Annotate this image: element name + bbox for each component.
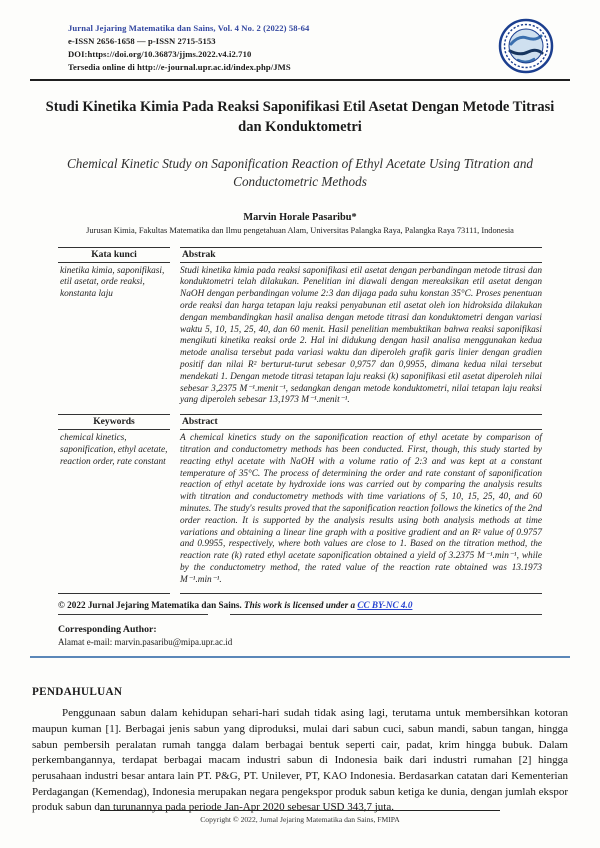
online-availability-line: Tersedia online di http://e-journal.upr.ac.id/index.php/JMS [68,61,291,72]
abstract-header: Abstract [180,414,542,430]
kata-kunci-header: Kata kunci [58,247,170,263]
license-statement: This work is licensed under a [244,600,358,611]
abstrak-header: Abstrak [180,247,542,263]
footer-copyright: Copyright © 2022, Jurnal Jejaring Matematika dan Sains, FMIPA [200,815,400,824]
header-divider [30,79,570,81]
issn-line: e-ISSN 2656-1658 — p-ISSN 2715-5153 [68,35,216,46]
introduction-section [30,686,570,815]
corresponding-author-email: Alamat e-mail: marvin.pasaribu@mipa.upr.ac.id [58,637,233,648]
divider-segment-left [58,614,208,615]
abstract-text: A chemical kinetics study on the saponification reaction of ethyl acetate by comparison of titration and conductometry methods has been conducted. First, though, this study started by reacting ethyl acetate with NaOH with a volume ratio of 2:3 and was kept at a constant temperature of 35°C. The process of determining the order and rate constant of saponification reaction of ethyl acetate by hydroxide ions was carried out by comparing the analysis results with titration and conductometry methods with time variations of 5, 10, 15, 25, 40, and 60 minutes. The study's results proved that the saponification reaction follows the kinetics of the 2nd order reaction. It is supported by the analysis results using both analysis methods at time variations and obtaining a linear line graph with a positive gradient and an R² value of 0.9757 and 0.9955, respectively, where both values are close to 1. Based on the titration method, the reaction rate (k) rated ethyl acetate saponification obtained a yield of 3.2375 M⁻¹.min⁻¹, while by the conductometry method, the rated value of the reaction rate obtained was 13.1973 M⁻¹.min⁻¹. [180,433,542,585]
article-title-indonesian: Studi Kinetika Kimia Pada Reaksi Saponifikasi Etil Asetat Dengan Metode Titrasi dan Konduktometri [45,99,555,136]
abstrak-text: Studi kinetika kimia pada reaksi saponifikasi etil asetat dengan perbandingan metode titrasi dan konduktometri telah dilakukan. Penelitian ini diawali dengan mereaksikan etil asetat dengan NaOH dengan perbandingan volume 2:3 dan dijaga pada suhu konstan 35°C. Proses penentuan orde reaksi dan harga tetapan laju reaksi penyabunan etil asetat oleh ion hidroksida dilakukan dengan membandingkan hasil analisa dengan metode titrasi dan konduktometri dengan variasi waktu 5, 10, 15, 25, 40, dan 60 menit. Hasil penelitian membuktikan bahwa reaksi saponifikasi mengikuti kinetika reaksi orde 2. Hal ini didukung dengan hasil analisa menggunakan kedua metode analisa tersebut pada variasi waktu dan diperoleh grafik garis linier dengan gradien positif dan nilai R² berturut-turut sebesar 0,9757 dan 0,9955, dimana kedua nilai tersebut mendekati 1. Dengan metode titrasi tetapan laju reaksi (k) saponifikasi etil asetat diperoleh nilai sebesar 3,2375 M⁻¹.menit⁻¹, sedangkan dengan metode konduktometri, nilai tetapan laju reaksi yang diperoleh sebesar 13,1973 M⁻¹.menit⁻¹. [180,265,542,406]
kata-kunci-list: kinetika kimia, saponifikasi, etil asetat, orde reaksi, konstanta laju [60,265,165,300]
journal-logo-icon [498,18,554,74]
copyright-text: © 2022 Jurnal Jejaring Matematika dan Sains. [58,600,245,611]
introduction-heading: PENDAHULUAN [32,686,123,699]
correspondence-block [58,624,542,658]
introduction-paragraph: Penggunaan sabun dalam kehidupan sehari-hari sudah tidak asing lagi, terutama untuk membersihkan kotoran maupun kuman [1]. Berbagai jenis sabun yang diproduksi, mulai dari sabun cuci, sabun mandi, sabun tangan, hingga sabun pembersih peralatan rumah tangga dalam berbagai bentuk seperti cair, padat, krim hingga bubuk. Dalam perkembangannya, terdapat berbagai macam industri sabun di Indonesia baik dari industri rumahan [2] hingga perusahaan industri besar antara lain PT. P&G, PT. Unilever, PT, KAO Indonesia. Berdasarkan catatan dari Kementerian Perdagangan (Kemendag), Indonesia merupakan negara pengekspor produk sabun ketiga ke dunia, dengan jumlah ekspor produk sabun dan turunannya pada periode Jan-Apr 2020 sebesar USD 343,7 juta. [32,707,568,814]
journal-volume-line: Jurnal Jejaring Matematika dan Sains, Vol. 4 No. 2 (2022) 58-64 [68,23,310,33]
license-divider [58,614,542,615]
keywords-list: chemical kinetics, saponification, ethyl acetate, reaction order, rate constant [60,433,168,467]
article-title-english: Chemical Kinetic Study on Saponification Reaction of Ethyl Acetate Using Titration and Conductometric Methods [66,155,534,190]
section-divider-blue [30,656,570,658]
cc-by-nc-link[interactable]: CC BY-NC 4.0 [357,600,413,611]
page-header [30,22,570,74]
corresponding-author-label: Corresponding Author: [58,624,157,636]
abstract-table [58,247,542,616]
license-line [58,594,542,614]
author-name: Marvin Horale Pasaribu* [243,211,357,223]
author-affiliation: Jurusan Kimia, Fakultas Matematika dan Ilmu pengetahuan Alam, Universitas Palangka Raya, Palangka Raya 73111, Indonesia [86,225,514,235]
header-metadata [68,22,309,74]
divider-segment-right [230,614,542,615]
keywords-header: Keywords [58,414,170,430]
footer-divider [100,810,500,811]
page-footer [0,810,600,824]
doi-line: DOI:https://doi.org/10.36873/jjms.2022.v4.i2.710 [68,48,252,59]
